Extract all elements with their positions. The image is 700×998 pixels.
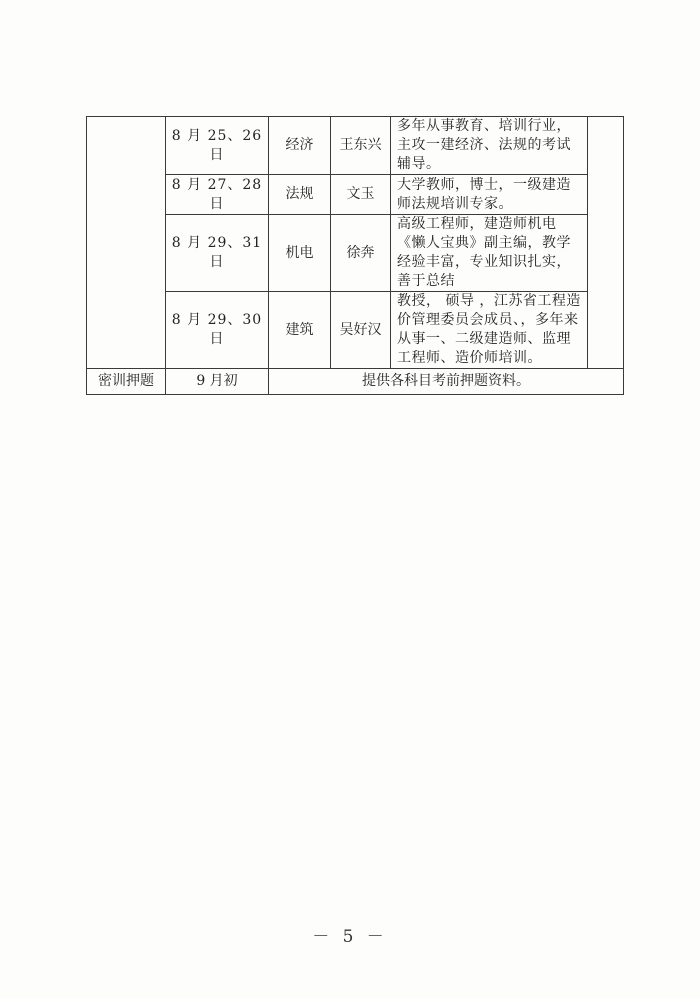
teacher-cell: 吴好汉 <box>331 292 391 369</box>
date-cell: 9 月初 <box>166 369 269 395</box>
remarks-cell-empty <box>588 117 624 369</box>
table-row <box>87 292 624 369</box>
training-schedule-table <box>86 116 624 395</box>
teacher-cell: 徐奔 <box>331 215 391 292</box>
date-cell: 8 月 25、26 日 <box>166 117 269 175</box>
table-row <box>87 215 624 292</box>
date-cell: 8 月 27、28 日 <box>166 175 269 215</box>
subject-cell: 经济 <box>269 117 331 175</box>
description-cell: 大学教师，博士，一级建造师法规培训专家。 <box>391 175 588 215</box>
table-row <box>87 117 624 175</box>
teacher-cell: 王东兴 <box>331 117 391 175</box>
subject-cell: 法规 <box>269 175 331 215</box>
category-cell-empty <box>87 117 166 369</box>
description-cell: 高级工程师，建造师机电《懒人宝典》副主编，教学经验丰富，专业知识扎实，善于总结 <box>391 215 588 292</box>
page-number: － 5 － <box>312 927 388 947</box>
subject-cell: 机电 <box>269 215 331 292</box>
category-cell: 密训押题 <box>87 369 166 395</box>
description-cell: 教授， 硕导 ，江苏省工程造价管理委员会成员、，多年来从事一、二级建造师、监理工程师、造价师培训。 <box>391 292 588 369</box>
description-cell: 多年从事教育、培训行业，主攻一建经济、法规的考试辅导。 <box>391 117 588 175</box>
date-cell: 8 月 29、30 日 <box>166 292 269 369</box>
table-row-final <box>87 369 624 395</box>
content-cell: 提供各科目考前押题资料。 <box>269 369 624 395</box>
table-row <box>87 175 624 215</box>
subject-cell: 建筑 <box>269 292 331 369</box>
teacher-cell: 文玉 <box>331 175 391 215</box>
date-cell: 8 月 29、31 日 <box>166 215 269 292</box>
